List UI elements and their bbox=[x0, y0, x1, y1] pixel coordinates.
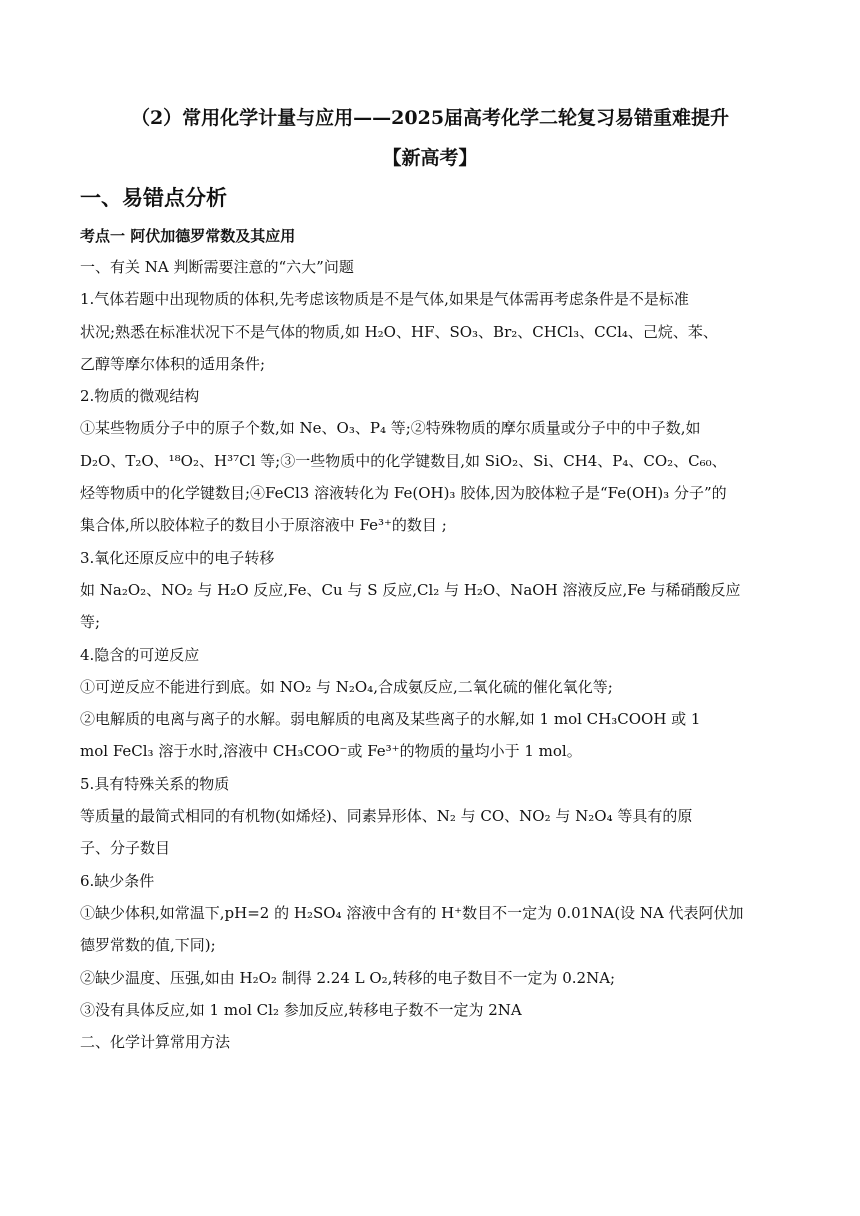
document-title: （2）常用化学计量与应用——2025届高考化学二轮复习易错重难提升 bbox=[130, 107, 730, 129]
text-line: 如 Na₂O₂、NO₂ 与 H₂O 反应,Fe、Cu 与 S 反应,Cl₂ 与 H₂O、NaOH 溶液反应,Fe 与稀硝酸反应 bbox=[80, 580, 741, 599]
text-line: ①缺少体积,如常温下,pH=2 的 H₂SO₄ 溶液中含有的 H⁺数目不一定为 0.01NA(设 NA 代表阿伏加 bbox=[80, 903, 744, 922]
text-line: D₂O、T₂O、¹⁸O₂、H³⁷Cl 等;③一些物质中的化学键数目,如 SiO₂、Si、CH4、P₄、CO₂、C₆₀、 bbox=[80, 451, 727, 470]
kaodian-heading: 考点一 阿伏加德罗常数及其应用 bbox=[80, 227, 296, 245]
text-line: 乙醇等摩尔体积的适用条件; bbox=[80, 354, 266, 373]
text-line: 状况;熟悉在标准状况下不是气体的物质,如 H₂O、HF、SO₃、Br₂、CHCl₃、CCl₄、己烷、苯、 bbox=[80, 322, 718, 341]
text-line: mol FeCl₃ 溶于水时,溶液中 CH₃COO⁻或 Fe³⁺的物质的量均小于 1 mol。 bbox=[80, 742, 582, 761]
section-heading: 一、易错点分析 bbox=[80, 185, 227, 210]
text-line: 4.隐含的可逆反应 bbox=[80, 645, 200, 664]
text-line: ②缺少温度、压强,如由 H₂O₂ 制得 2.24 L O₂,转移的电子数目不一定为 0.2NA; bbox=[80, 968, 616, 987]
text-line: 2.物质的微观结构 bbox=[80, 387, 200, 406]
text-line: 集合体,所以胶体粒子的数目小于原溶液中 Fe³⁺的数目 ; bbox=[80, 516, 447, 535]
text-line: 3.氧化还原反应中的电子转移 bbox=[80, 548, 275, 567]
text-line: 5.具有特殊关系的物质 bbox=[80, 774, 230, 793]
text-line: 德罗常数的值,下同); bbox=[80, 936, 216, 955]
text-line: 1.气体若题中出现物质的体积,先考虑该物质是不是气体,如果是气体需再考虑条件是不是标准 bbox=[80, 290, 689, 309]
text-line: 等; bbox=[80, 613, 101, 632]
text-line: 6.缺少条件 bbox=[80, 871, 155, 890]
text-line: ①可逆反应不能进行到底。如 NO₂ 与 N₂O₄,合成氨反应,二氧化硫的催化氧化等; bbox=[80, 677, 613, 696]
document-page bbox=[80, 98, 780, 1058]
document-subtitle: 【新高考】 bbox=[382, 147, 478, 169]
text-line: ①某些物质分子中的原子个数,如 Ne、O₃、P₄ 等;②特殊物质的摩尔质量或分子中的中子数,如 bbox=[80, 419, 701, 438]
text-line: ③没有具体反应,如 1 mol Cl₂ 参加反应,转移电子数不一定为 2NA bbox=[80, 1000, 522, 1019]
text-line: 子、分子数目 bbox=[80, 839, 171, 858]
text-line: 烃等物质中的化学键数目;④FeCl3 溶液转化为 Fe(OH)₃ 胶体,因为胶体粒子是“Fe(OH)₃ 分子”的 bbox=[80, 484, 727, 503]
text-line: ②电解质的电离与离子的水解。弱电解质的电离及某些离子的水解,如 1 mol CH₃COOH 或 1 bbox=[80, 710, 701, 729]
text-line: 一、有关 NA 判断需要注意的“六大”问题 bbox=[80, 258, 354, 276]
text-line: 等质量的最简式相同的有机物(如烯烃)、同素异形体、N₂ 与 CO、NO₂ 与 N₂O₄ 等具有的原 bbox=[80, 807, 693, 826]
text-line: 二、化学计算常用方法 bbox=[80, 1033, 231, 1052]
